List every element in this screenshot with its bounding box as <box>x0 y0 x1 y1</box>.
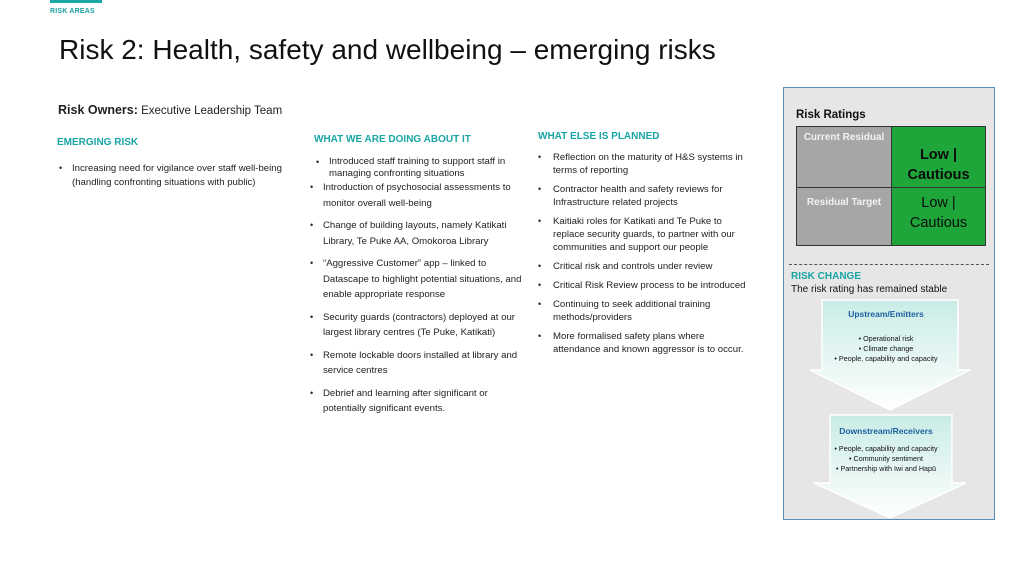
list-item: • Change of building layouts, namely Katikati Library, Te Puke AA, Omokoroa Library <box>308 218 523 249</box>
downstream-title: Downstream/Receivers <box>839 426 933 436</box>
list-item: • Kaitiaki roles for Katikati and Te Puke to replace security guards, to partner with our communities and support our people <box>538 215 753 254</box>
risk-change-text: The risk rating has remained stable <box>791 284 948 295</box>
upstream-content <box>824 309 948 364</box>
list-item: • People, capability and capacity <box>824 444 948 454</box>
list-item: • People, capability and capacity <box>824 354 948 364</box>
list-item: • Increasing need for vigilance over staff well-being (handling confronting situations with public) <box>57 162 282 189</box>
list-item: • Debrief and learning after significant or potentially significant events. <box>308 386 523 417</box>
residual-target-label: Residual Target <box>797 188 892 245</box>
downstream-list <box>824 444 948 474</box>
list-item: • More formalised safety plans where attendance and known aggressor is to occur. <box>538 330 753 356</box>
list-item: • Introduced staff training to support staff in managing confronting situations <box>314 156 529 180</box>
list-item: • Critical risk and controls under review <box>538 260 753 273</box>
else-planned-heading: WHAT ELSE IS PLANNED <box>538 131 660 142</box>
list-item: • “Aggressive Customer” app – linked to Datascape to highlight potential situations, and enable appropriate response <box>308 256 523 303</box>
risk-ratings-table <box>796 126 986 246</box>
page-title: Risk 2: Health, safety and wellbeing – emerging risks <box>59 34 716 65</box>
area-tag: RISK AREAS <box>50 8 95 15</box>
residual-target-value: Low | Cautious <box>892 188 985 245</box>
risk-change-heading: RISK CHANGE <box>791 271 862 282</box>
list-item: • Partnership with Iwi and Hapū <box>824 464 948 474</box>
risk-owners-value: Executive Leadership Team <box>137 105 283 117</box>
else-planned-list <box>538 151 753 362</box>
downstream-content <box>824 426 948 474</box>
top-accent-bar <box>50 0 102 3</box>
doing-about-it-list <box>308 156 523 424</box>
divider <box>789 264 989 265</box>
list-item: • Remote lockable doors installed at library and service centres <box>308 348 523 379</box>
risk-ratings-panel <box>783 87 995 520</box>
doing-about-it-heading: WHAT WE ARE DOING ABOUT IT <box>314 134 471 145</box>
upstream-title: Upstream/Emitters <box>848 309 924 319</box>
emerging-risk-heading: EMERGING RISK <box>57 137 139 148</box>
list-item: • Contractor health and safety reviews for Infrastructure related projects <box>538 183 753 209</box>
list-item: • Critical Risk Review process to be introduced <box>538 279 753 292</box>
list-item: • Introduction of psychosocial assessments to monitor overall well-being <box>308 180 523 211</box>
risk-ratings-title: Risk Ratings <box>796 109 866 121</box>
list-item: • Community sentiment <box>824 454 948 464</box>
list-item: • Security guards (contractors) deployed at our largest library centres (Te Puke, Katikati) <box>308 310 523 341</box>
list-item: • Reflection on the maturity of H&S systems in terms of reporting <box>538 151 753 177</box>
list-item: • Climate change <box>824 344 948 354</box>
upstream-list <box>824 334 948 364</box>
emerging-risk-list <box>57 162 282 189</box>
risk-owners-label: Risk Owners: <box>58 103 138 117</box>
current-residual-label: Current Residual <box>797 127 892 188</box>
list-item: • Continuing to seek additional training methods/providers <box>538 298 753 324</box>
list-item: • Operational risk <box>824 334 948 344</box>
current-residual-value: Low | Cautious <box>892 127 985 188</box>
risk-owners <box>58 103 282 117</box>
